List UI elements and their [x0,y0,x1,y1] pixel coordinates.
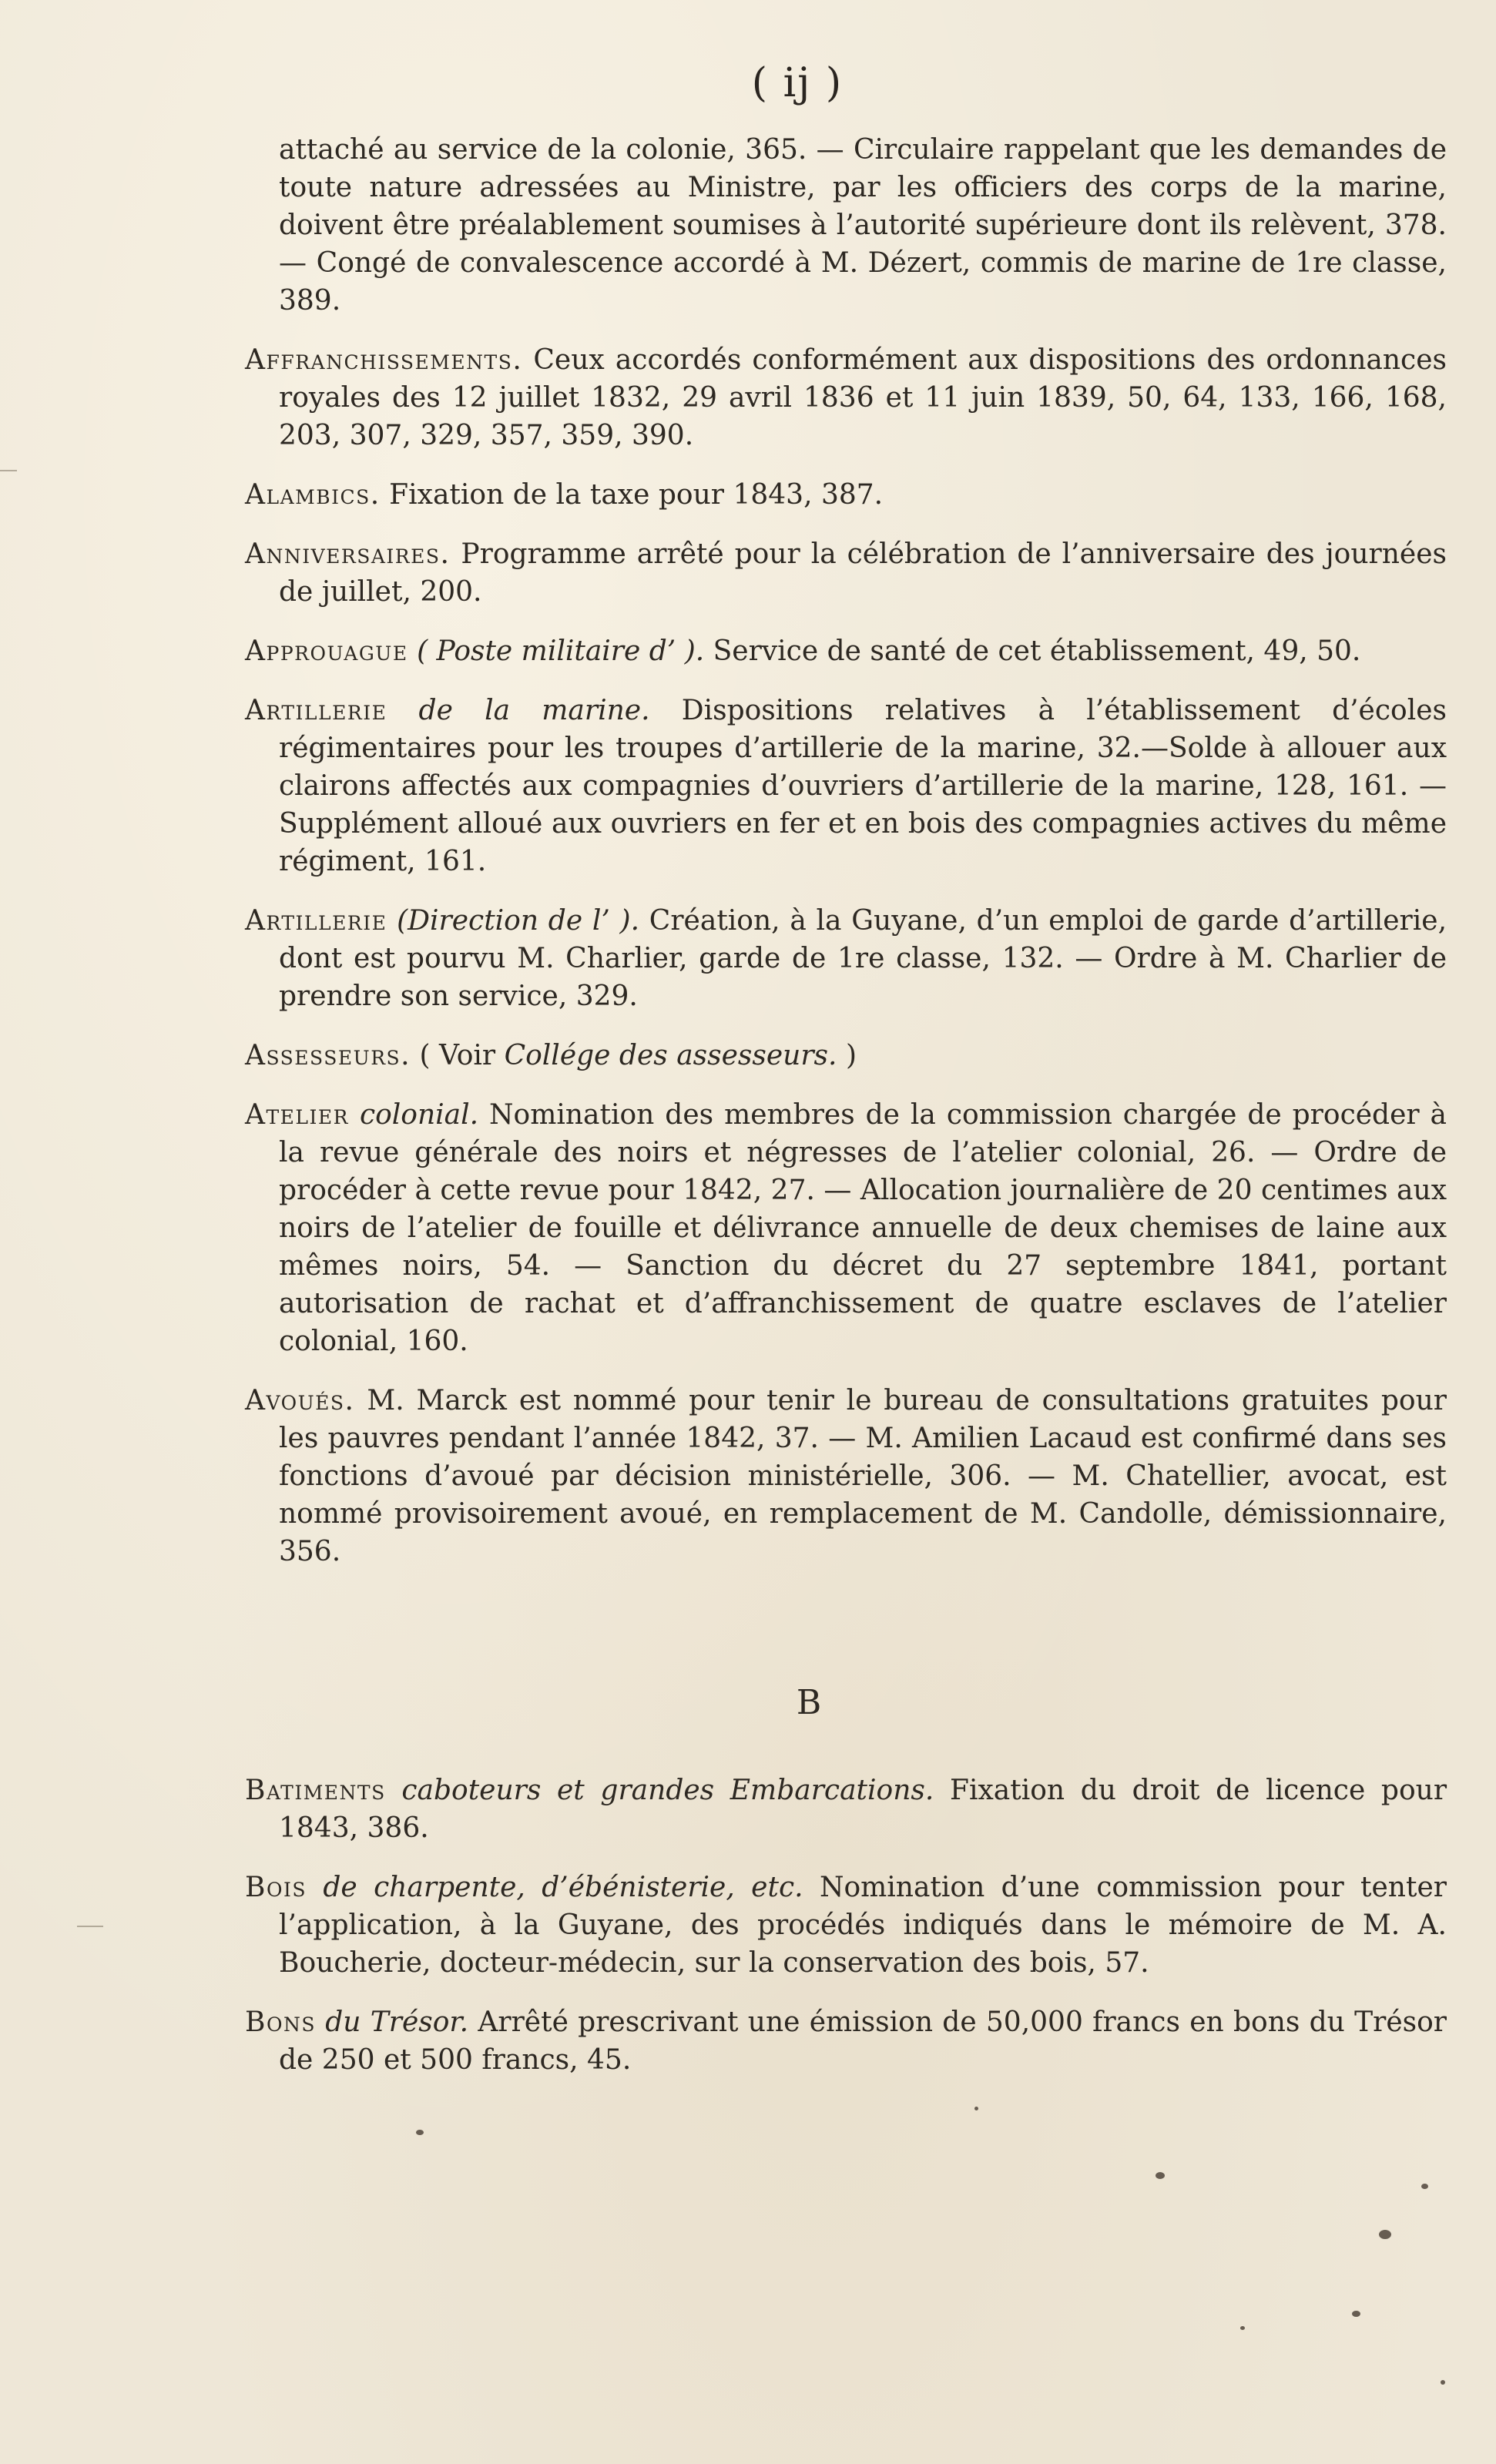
entry-heading: Bons [245,2006,316,2038]
paper-speck [974,2107,978,2110]
index-entry-batiments [245,1772,1447,1847]
paper-speck [1240,2326,1245,2330]
index-entry-approuague [245,632,1447,670]
entry-heading: Artillerie [245,695,387,726]
entry-heading: Atelier [245,1099,349,1131]
entry-text: Programme arrêté pour la célébration de l’anniversaire des journées de juillet, 200. [279,538,1447,608]
entry-text: Nomination d’une commission pour tenter l’application, à la Guyane, des procédés indiqués dans le mémoire de M. A. Boucherie, docteur-médecin, sur la conservation des bois, 57. [279,1872,1447,1979]
index-entries-a [245,131,1447,1592]
page-number: ( ij ) [751,60,844,106]
paper-speck [1156,2172,1165,2179]
entry-text: Ceux accordés conformément aux dispositions des ordonnances royales des 12 juillet 1832, 29 avril 1836 et 11 juin 1839, 50, 64, 133, 166, 168, 203, 307, 329, 357, 359, 390. [279,344,1447,451]
entry-heading: Assesseurs. [245,1040,411,1071]
entry-cross-reference: Collége des assesseurs. [504,1040,837,1071]
entry-text-end: ) [845,1040,857,1071]
entry-subheading: de la marine. [418,695,650,726]
margin-mark [77,1926,103,1927]
entry-subheading: colonial. [359,1099,479,1131]
entry-text: Service de santé de cet établissement, 49, 50. [713,635,1361,667]
entry-heading: Batiments [245,1775,386,1806]
entry-heading: Bois [245,1872,307,1903]
entry-heading: Artillerie [245,905,387,937]
index-entry-atelier [245,1096,1447,1360]
margin-mark [0,470,17,471]
entry-heading: Anniversaires. [245,538,451,570]
paper-speck [1352,2311,1360,2317]
index-entry-alambics [245,476,1447,514]
index-entry-continuation [245,131,1447,320]
index-entry-assesseurs [245,1037,1447,1074]
index-entry-artillerie-direction [245,902,1447,1015]
section-letter-b: B [796,1683,822,1722]
index-entry-avoues [245,1382,1447,1571]
entry-heading: Alambics. [245,479,381,511]
entry-text: Arrêté prescrivant une émission de 50,000 francs en bons du Trésor de 250 et 500 francs, 45. [279,2006,1447,2076]
entry-text: Création, à la Guyane, d’un emploi de garde d’artillerie, dont est pourvu M. Charlier, garde de 1re classe, 132. — Ordre à M. Charlier de prendre son service, 329. [279,905,1447,1012]
entry-text: attaché au service de la colonie, 365. — Circulaire rappelant que les demandes de toute nature adressées au Ministre, par les officiers des corps de la marine, doivent être préalablement soumises à l’autorité supérieure dont ils relèvent, 378. — Congé de convalescence accordé à M. Dézert, commis de marine de 1re classe, 389. [279,134,1447,317]
entry-heading: Approuague [245,635,408,667]
paper-speck [1379,2230,1391,2239]
index-entry-bons [245,2003,1447,2079]
entry-text: M. Marck est nommé pour tenir le bureau de consultations gratuites pour les pauvres pendant l’année 1842, 37. — M. Amilien Lacaud est confirmé dans ses fonctions d’avoué par décision ministérielle, 306. — M. Chatellier, avocat, est nommé provisoirement avoué, en remplacement de M. Candolle, démissionnaire, 356. [279,1385,1447,1567]
paper-speck [416,2130,424,2135]
entry-subheading: ( Poste militaire d’ ). [417,635,705,667]
entry-text: Dispositions relatives à l’établissement d’écoles régimentaires pour les troupes d’artillerie de la marine, 32.—Solde à allouer aux clairons affectés aux compagnies d’ouvriers d’artillerie de la marine, 128, 161. — Supplément alloué aux ouvriers en fer et en bois des compagnies actives du même régiment, 161. [279,695,1447,877]
entry-subheading: caboteurs et grandes Embarcations. [401,1775,934,1806]
index-entry-anniversaires [245,535,1447,611]
entry-subheading: (Direction de l’ ). [397,905,640,937]
index-entry-bois [245,1869,1447,1982]
entry-heading: Affranchissements. [245,344,523,376]
entry-text: Fixation de la taxe pour 1843, 387. [389,479,884,511]
paper-speck [1441,2380,1445,2385]
entry-text: Fixation du droit de licence pour 1843, 386. [279,1775,1447,1844]
index-entry-artillerie-marine [245,692,1447,880]
paper-speck [1421,2184,1428,2189]
entry-text: Nomination des membres de la commission chargée de procéder à la revue générale des noirs et négresses de l’atelier colonial, 26. — Ordre de procéder à cette revue pour 1842, 27. — Allocation journalière de 20 centimes aux noirs de l’atelier de fouille et délivrance annuelle de deux chemises de laine aux mêmes noirs, 54. — Sanction du décret du 27 septembre 1841, portant autorisation de rachat et d’affranchissement de quatre esclaves de l’atelier colonial, 160. [279,1099,1447,1357]
entry-subheading: du Trésor. [325,2006,469,2038]
entry-text: ( Voir [419,1040,496,1071]
index-entries-b [245,1772,1447,2100]
index-entry-affranchissements [245,341,1447,454]
entry-heading: Avoués. [245,1385,355,1416]
entry-subheading: de charpente, d’ébénisterie, etc. [323,1872,803,1903]
